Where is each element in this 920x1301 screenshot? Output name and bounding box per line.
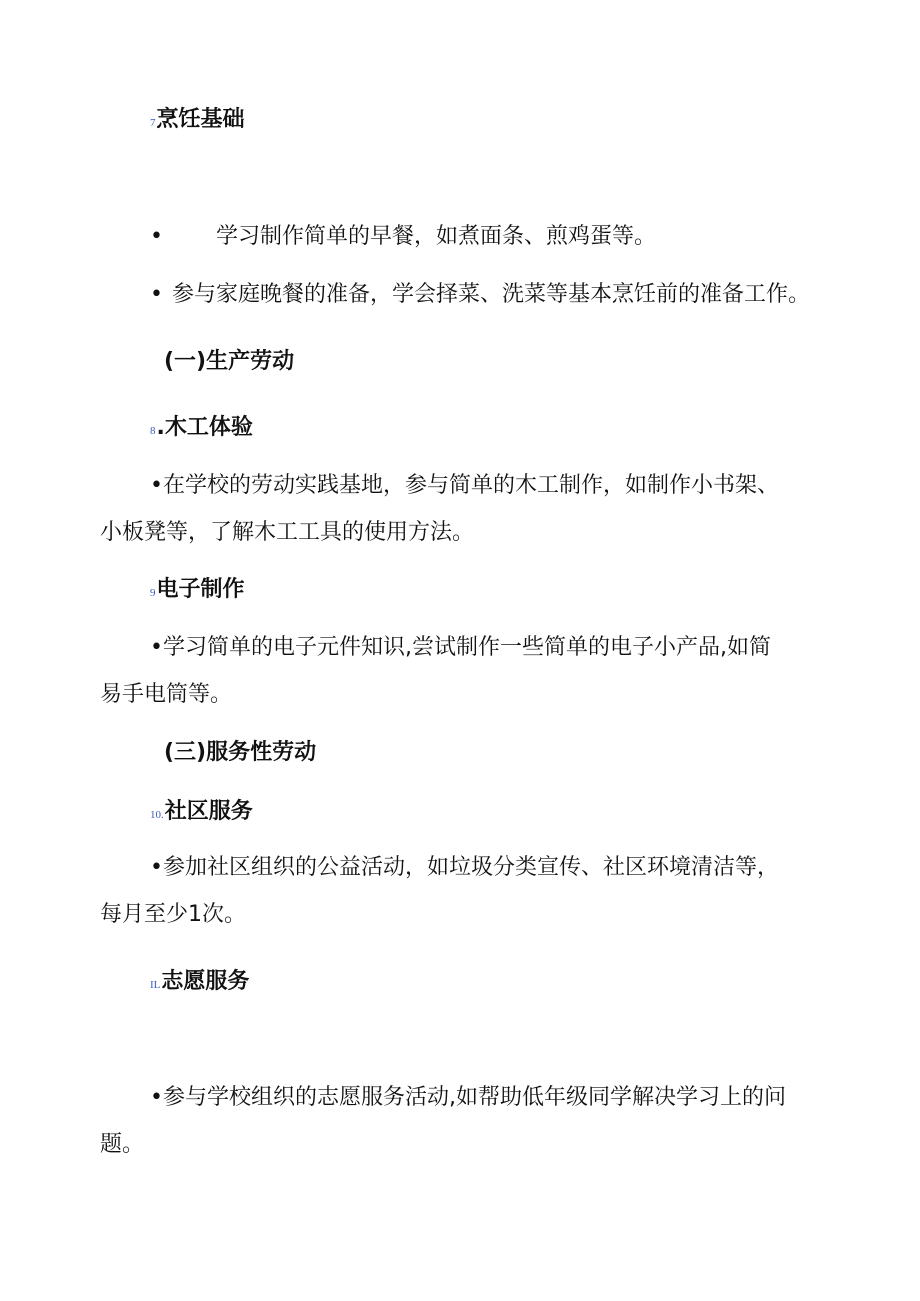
paragraph-line: 小板凳等，了解木工工具的使用方法。 bbox=[100, 520, 475, 545]
group-heading-service-labor: (三)服务性劳动 bbox=[164, 740, 317, 765]
paragraph-line: •参与学校组织的志愿服务活动,如帮助低年级同学解决学习上的问 bbox=[150, 1085, 786, 1110]
list-item bbox=[150, 222, 656, 252]
heading-number: 9 bbox=[150, 587, 156, 599]
paragraph-line: •学习简单的电子元件知识,尝试制作一些简单的电子小产品,如简 bbox=[150, 635, 771, 660]
paragraph-line: 易手电筒等。 bbox=[100, 682, 233, 707]
heading-title: 烹饪基础 bbox=[156, 107, 245, 132]
heading-cooking-basics bbox=[150, 105, 245, 138]
list-item-text: 学习制作简单的早餐，如煮面条、煎鸡蛋等。 bbox=[216, 224, 657, 249]
bullet: • bbox=[150, 224, 163, 249]
heading-community-service bbox=[150, 797, 253, 830]
paragraph-line: 每月至少1次。 bbox=[100, 902, 246, 927]
bullet: • bbox=[150, 282, 163, 307]
heading-number: IL bbox=[150, 979, 161, 991]
heading-title: 志愿服务 bbox=[161, 969, 250, 994]
heading-number: 8 bbox=[150, 425, 156, 437]
heading-number: 10. bbox=[150, 809, 164, 821]
heading-woodwork bbox=[150, 413, 253, 446]
heading-title: .木工体验 bbox=[156, 415, 253, 440]
paragraph-line: 题。 bbox=[100, 1132, 145, 1157]
heading-title: 社区服务 bbox=[164, 799, 253, 824]
heading-electronics bbox=[150, 575, 245, 608]
list-item-text: 参与家庭晚餐的准备，学会择菜、洗菜等基本烹饪前的准备工作。 bbox=[172, 282, 811, 307]
group-heading-production-labor: (一)生产劳动 bbox=[164, 349, 295, 374]
heading-volunteer-service bbox=[150, 967, 249, 1000]
heading-title: 电子制作 bbox=[156, 577, 245, 602]
paragraph-line: •在学校的劳动实践基地，参与简单的木工制作，如制作小书架、 bbox=[150, 473, 779, 498]
heading-number: 7 bbox=[150, 117, 156, 129]
list-item bbox=[150, 280, 810, 310]
paragraph-line: •参加社区组织的公益活动，如垃圾分类宣传、社区环境清洁等， bbox=[150, 855, 779, 880]
